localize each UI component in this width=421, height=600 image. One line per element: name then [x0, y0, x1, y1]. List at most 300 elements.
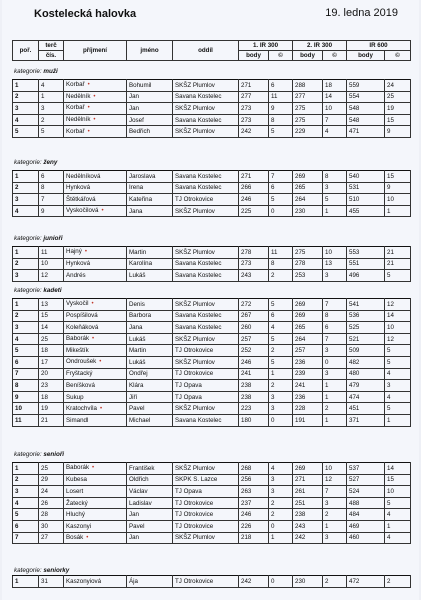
marker-dot-icon: • — [87, 105, 90, 112]
cell-ir1-points — [239, 270, 269, 282]
cell-target — [39, 391, 64, 403]
cell-rank — [13, 576, 39, 588]
first-name-value: Denis — [129, 300, 145, 308]
ir600-x-value: 25 — [387, 93, 394, 101]
cell-ir2-x — [323, 258, 347, 270]
cell-surname — [64, 509, 127, 521]
ir600-x-value: 5 — [387, 347, 391, 355]
ir2-points-value: 242 — [295, 534, 306, 542]
cell-ir1-points — [239, 345, 269, 357]
cell-ir1-x — [269, 509, 293, 521]
cell-first-name — [127, 474, 173, 486]
cell-ir600-x — [385, 114, 411, 126]
cell-surname — [64, 333, 127, 345]
cell-ir600-points — [347, 463, 385, 475]
cell-rank — [13, 520, 39, 532]
cell-ir1-x — [269, 497, 293, 509]
club-value: SKŠZ Plumlov — [175, 81, 215, 89]
ir1-points-value: 272 — [241, 300, 252, 308]
ir2-points-value: 269 — [295, 172, 306, 180]
cell-first-name — [127, 310, 173, 322]
cell-surname — [64, 247, 127, 259]
cell-target — [39, 171, 64, 183]
ir1-points-value: 218 — [241, 534, 252, 542]
surname-value: Vyskočilová — [66, 207, 99, 215]
ir1-points-value: 243 — [241, 271, 252, 279]
table-row — [13, 345, 411, 357]
rank-value: 4 — [15, 116, 19, 124]
cell-ir600-x — [385, 91, 411, 103]
table-row — [13, 368, 411, 380]
col-surname: příjmení — [64, 41, 127, 61]
cell-target — [39, 414, 64, 426]
cell-surname — [64, 414, 127, 426]
cell-rank — [13, 380, 39, 392]
cell-ir1-points — [239, 258, 269, 270]
cell-rank — [13, 356, 39, 368]
first-name-value: Ondřej — [129, 370, 148, 378]
cell-ir2-x — [323, 463, 347, 475]
cell-target — [39, 497, 64, 509]
ir1-points-value: 268 — [241, 464, 252, 472]
ir2-points-value: 269 — [295, 312, 306, 320]
col-ir2: 2. IR 300 — [293, 41, 347, 51]
ir1-points-value: 238 — [241, 381, 252, 389]
surname-value: Nedělníková — [66, 172, 101, 180]
ir1-x-value: 5 — [271, 128, 275, 136]
cell-surname — [64, 310, 127, 322]
col-ir600-x: © — [385, 51, 411, 61]
marker-dot-icon: • — [91, 301, 94, 308]
cell-club — [173, 380, 239, 392]
cell-ir2-points — [293, 368, 323, 380]
cell-ir2-x — [323, 126, 347, 138]
club-value: Savana Kostelec — [175, 271, 222, 279]
cell-ir1-x — [269, 474, 293, 486]
rank-value: 4 — [15, 207, 19, 215]
category-label — [14, 68, 58, 75]
cell-ir2-x — [323, 205, 347, 217]
cell-ir2-points — [293, 194, 323, 206]
rank-value: 10 — [15, 405, 22, 413]
cell-ir600-x — [385, 270, 411, 282]
cell-club — [173, 345, 239, 357]
cell-ir1-x — [269, 345, 293, 357]
target-value: 8 — [41, 184, 45, 192]
cell-ir1-points — [239, 299, 269, 311]
cell-first-name — [127, 182, 173, 194]
ir600-points-value: 496 — [349, 271, 360, 279]
cell-ir1-x — [269, 114, 293, 126]
rank-value: 4 — [15, 335, 19, 343]
cell-rank — [13, 333, 39, 345]
cell-ir600-points — [347, 486, 385, 498]
table-row — [13, 194, 411, 206]
ir2-x-value: 4 — [325, 128, 329, 136]
target-value: 9 — [41, 207, 45, 215]
ir600-points-value: 554 — [349, 93, 360, 101]
cell-first-name — [127, 391, 173, 403]
ir2-points-value: 191 — [295, 416, 306, 424]
cell-first-name — [127, 486, 173, 498]
category-label — [14, 451, 64, 458]
cell-ir2-x — [323, 486, 347, 498]
ir1-points-value: 278 — [241, 248, 252, 256]
cell-ir1-points — [239, 532, 269, 544]
category-label — [14, 235, 63, 242]
cell-target — [39, 114, 64, 126]
ir2-x-value: 1 — [325, 416, 329, 424]
cell-ir1-x — [269, 258, 293, 270]
cell-club — [173, 310, 239, 322]
rank-value: 8 — [15, 381, 19, 389]
cell-target — [39, 91, 64, 103]
club-value: Savana Kostelec — [175, 116, 222, 124]
cell-ir2-points — [293, 509, 323, 521]
table-row — [13, 403, 411, 415]
rank-value: 5 — [15, 511, 19, 519]
surname-value: Kaszonyiová — [66, 577, 102, 585]
ir2-x-value: 8 — [325, 312, 329, 320]
ir600-points-value: 469 — [349, 522, 360, 530]
cell-first-name — [127, 91, 173, 103]
cell-ir2-points — [293, 520, 323, 532]
cell-ir2-x — [323, 194, 347, 206]
cell-surname — [64, 391, 127, 403]
cell-rank — [13, 103, 39, 115]
surname-value: Losert — [66, 487, 84, 495]
cell-ir1-x — [269, 322, 293, 334]
cell-first-name — [127, 333, 173, 345]
cell-target — [39, 532, 64, 544]
cell-club — [173, 486, 239, 498]
cell-ir1-x — [269, 403, 293, 415]
cell-rank — [13, 474, 39, 486]
cell-ir1-points — [239, 80, 269, 92]
rank-value: 3 — [15, 323, 19, 331]
cell-ir600-points — [347, 322, 385, 334]
cell-club — [173, 391, 239, 403]
cell-ir2-points — [293, 474, 323, 486]
ir1-points-value: 271 — [241, 172, 252, 180]
ir1-x-value: 4 — [271, 323, 275, 331]
first-name-value: Bohumil — [129, 81, 152, 89]
cell-ir1-x — [269, 532, 293, 544]
ir1-x-value: 8 — [271, 260, 275, 268]
ir600-points-value: 536 — [349, 312, 360, 320]
target-value: 15 — [41, 312, 48, 320]
cell-club — [173, 103, 239, 115]
cell-ir1-points — [239, 368, 269, 380]
rank-value: 11 — [15, 416, 22, 424]
first-name-value: Jan — [129, 93, 139, 101]
cell-ir600-x — [385, 463, 411, 475]
ir2-x-value: 2 — [325, 577, 329, 585]
surname-value: Kaszonyi — [66, 522, 92, 530]
surname-value: Pospíšilová — [66, 312, 98, 320]
cell-ir1-points — [239, 380, 269, 392]
table-row — [13, 182, 411, 194]
col-ir600-points: body — [347, 51, 385, 61]
first-name-value: Klára — [129, 381, 144, 389]
ir600-x-value: 2 — [387, 577, 391, 585]
ir600-points-value: 482 — [349, 358, 360, 366]
surname-value: Kubesa — [66, 476, 87, 484]
cell-ir2-x — [323, 520, 347, 532]
cell-ir600-points — [347, 299, 385, 311]
ir600-x-value: 21 — [387, 260, 394, 268]
table-row — [13, 497, 411, 509]
ir2-x-value: 10 — [325, 104, 332, 112]
ir1-x-value: 2 — [271, 381, 275, 389]
col-ir2-points: body — [293, 51, 323, 61]
category-table — [12, 79, 411, 138]
cell-club — [173, 171, 239, 183]
rank-value: 3 — [15, 487, 19, 495]
first-name-value: Irena — [129, 184, 144, 192]
cell-ir1-x — [269, 520, 293, 532]
ir1-points-value: 257 — [241, 335, 252, 343]
ir2-points-value: 251 — [295, 499, 306, 507]
club-value: SKPK S. Lazce — [175, 476, 218, 484]
cell-ir1-x — [269, 299, 293, 311]
rank-value: 3 — [15, 271, 19, 279]
cell-ir600-points — [347, 194, 385, 206]
category-label — [14, 567, 69, 574]
cell-ir600-x — [385, 532, 411, 544]
surname-value: Fryštacký — [66, 370, 93, 378]
surname-value: Beníšková — [66, 381, 95, 389]
cell-target — [39, 205, 64, 217]
cell-ir1-x — [269, 576, 293, 588]
ir1-x-value: 3 — [271, 487, 275, 495]
first-name-value: Václav — [129, 487, 148, 495]
cell-surname — [64, 486, 127, 498]
cell-club — [173, 91, 239, 103]
cell-ir2-x — [323, 299, 347, 311]
ir600-points-value: 553 — [349, 248, 360, 256]
ir600-x-value: 5 — [387, 358, 391, 366]
table-row — [13, 299, 411, 311]
ir600-x-value: 14 — [387, 464, 394, 472]
cell-surname — [64, 356, 127, 368]
cell-ir2-x — [323, 497, 347, 509]
cell-ir2-x — [323, 310, 347, 322]
ir2-x-value: 8 — [325, 172, 329, 180]
cell-ir1-x — [269, 486, 293, 498]
cell-ir600-x — [385, 333, 411, 345]
cell-first-name — [127, 520, 173, 532]
cell-ir2-points — [293, 463, 323, 475]
rank-value: 5 — [15, 347, 19, 355]
target-value: 31 — [41, 577, 48, 585]
ir600-x-value: 1 — [387, 416, 391, 424]
marker-dot-icon: • — [99, 359, 102, 366]
ir2-points-value: 230 — [295, 207, 306, 215]
cell-ir2-x — [323, 368, 347, 380]
surname-value: Baborák — [66, 335, 90, 343]
club-value: Savana Kostelec — [175, 172, 222, 180]
ir600-x-value: 5 — [387, 405, 391, 413]
cell-target — [39, 247, 64, 259]
marker-dot-icon: • — [87, 128, 90, 135]
target-value: 4 — [41, 81, 45, 89]
ir2-x-value: 5 — [325, 195, 329, 203]
club-value: Savana Kostelec — [175, 184, 222, 192]
rank-value: 2 — [15, 93, 19, 101]
target-value: 25 — [41, 335, 48, 343]
surname-value: Mikeštík — [66, 347, 89, 355]
ir2-x-value: 2 — [325, 511, 329, 519]
marker-dot-icon: • — [92, 465, 95, 472]
cell-target — [39, 356, 64, 368]
cell-ir2-points — [293, 114, 323, 126]
cell-ir1-x — [269, 414, 293, 426]
club-value: SKŠZ Plumlov — [175, 207, 215, 215]
rank-value: 1 — [15, 577, 19, 585]
ir1-points-value: 260 — [241, 323, 252, 331]
category-name: muži — [43, 68, 58, 75]
cell-target — [39, 474, 64, 486]
target-value: 30 — [41, 522, 48, 530]
ir2-points-value: 243 — [295, 522, 306, 530]
ir1-x-value: 2 — [271, 499, 275, 507]
target-value: 3 — [41, 104, 45, 112]
ir1-x-value: 1 — [271, 370, 275, 378]
surname-value: Koleňáková — [66, 323, 99, 331]
cell-ir600-points — [347, 182, 385, 194]
cell-ir2-x — [323, 576, 347, 588]
surname-value: Ondroušek — [66, 358, 97, 366]
cell-rank — [13, 126, 39, 138]
first-name-value: Pavel — [129, 405, 145, 413]
surname-value: Žatecký — [66, 499, 88, 507]
cell-ir600-points — [347, 576, 385, 588]
target-value: 27 — [41, 534, 48, 542]
cell-ir2-x — [323, 91, 347, 103]
ir2-x-value: 3 — [325, 370, 329, 378]
ir1-x-value: 1 — [271, 534, 275, 542]
rank-value: 1 — [15, 248, 19, 256]
ir1-points-value: 273 — [241, 104, 252, 112]
first-name-value: Martin — [129, 248, 147, 256]
cell-ir600-points — [347, 333, 385, 345]
cell-club — [173, 322, 239, 334]
rank-value: 7 — [15, 370, 19, 378]
cell-first-name — [127, 299, 173, 311]
first-name-value: Ája — [129, 577, 138, 585]
table-row — [13, 270, 411, 282]
ir2-x-value: 3 — [325, 271, 329, 279]
ir2-points-value: 269 — [295, 464, 306, 472]
cell-ir600-points — [347, 356, 385, 368]
ir2-x-value: 1 — [325, 522, 329, 530]
cell-first-name — [127, 80, 173, 92]
cell-rank — [13, 247, 39, 259]
cell-ir1-x — [269, 310, 293, 322]
first-name-value: Jana — [129, 207, 143, 215]
cell-ir600-points — [347, 310, 385, 322]
target-value: 23 — [41, 381, 48, 389]
cell-ir600-points — [347, 91, 385, 103]
club-value: TJ Opava — [175, 381, 202, 389]
ir600-points-value: 521 — [349, 335, 360, 343]
ir600-x-value: 5 — [387, 499, 391, 507]
ir1-points-value: 273 — [241, 260, 252, 268]
target-value: 26 — [41, 499, 48, 507]
cell-ir2-points — [293, 126, 323, 138]
cell-ir2-points — [293, 356, 323, 368]
target-value: 24 — [41, 487, 48, 495]
ir1-x-value: 0 — [271, 522, 275, 530]
surname-value: Korbař — [66, 81, 85, 89]
column-header-table — [12, 40, 411, 61]
ir600-points-value: 541 — [349, 300, 360, 308]
ir1-x-value: 6 — [271, 312, 275, 320]
cell-first-name — [127, 380, 173, 392]
table-row — [13, 486, 411, 498]
cell-target — [39, 322, 64, 334]
table-row — [13, 414, 411, 426]
ir2-x-value: 0 — [325, 358, 329, 366]
ir2-x-value: 3 — [325, 499, 329, 507]
rank-value: 1 — [15, 81, 19, 89]
target-value: 29 — [41, 476, 48, 484]
marker-dot-icon: • — [92, 336, 95, 343]
cell-first-name — [127, 270, 173, 282]
cell-first-name — [127, 205, 173, 217]
rank-value: 2 — [15, 184, 19, 192]
cell-ir600-points — [347, 497, 385, 509]
cell-rank — [13, 403, 39, 415]
cell-ir1-points — [239, 463, 269, 475]
ir2-points-value: 229 — [295, 128, 306, 136]
club-value: TJ Opava — [175, 487, 202, 495]
ir600-points-value: 537 — [349, 464, 360, 472]
ir2-points-value: 269 — [295, 300, 306, 308]
ir2-points-value: 241 — [295, 381, 306, 389]
cell-ir600-points — [347, 368, 385, 380]
marker-dot-icon: • — [99, 405, 103, 412]
first-name-value: Pavel — [129, 522, 145, 530]
cell-ir1-x — [269, 270, 293, 282]
category-prefix: kategorie: — [14, 287, 44, 294]
ir2-points-value: 239 — [295, 370, 306, 378]
cell-ir2-points — [293, 171, 323, 183]
first-name-value: Michael — [129, 416, 151, 424]
surname-value: Kratochvíla — [66, 404, 97, 412]
surname-value: Štětkářová — [66, 195, 96, 203]
cell-ir1-x — [269, 80, 293, 92]
cell-club — [173, 182, 239, 194]
ir600-x-value: 14 — [387, 312, 394, 320]
cell-ir2-x — [323, 322, 347, 334]
cell-ir2-points — [293, 247, 323, 259]
ir600-x-value: 5 — [387, 271, 391, 279]
cell-surname — [64, 126, 127, 138]
ir600-points-value: 525 — [349, 323, 360, 331]
ir600-points-value: 471 — [349, 128, 360, 136]
ir600-x-value: 4 — [387, 511, 391, 519]
cell-surname — [64, 194, 127, 206]
cell-ir2-points — [293, 258, 323, 270]
cell-ir2-x — [323, 414, 347, 426]
cell-ir1-x — [269, 368, 293, 380]
rank-value: 6 — [15, 358, 19, 366]
cell-ir2-x — [323, 345, 347, 357]
ir600-points-value: 559 — [349, 81, 360, 89]
cell-surname — [64, 532, 127, 544]
